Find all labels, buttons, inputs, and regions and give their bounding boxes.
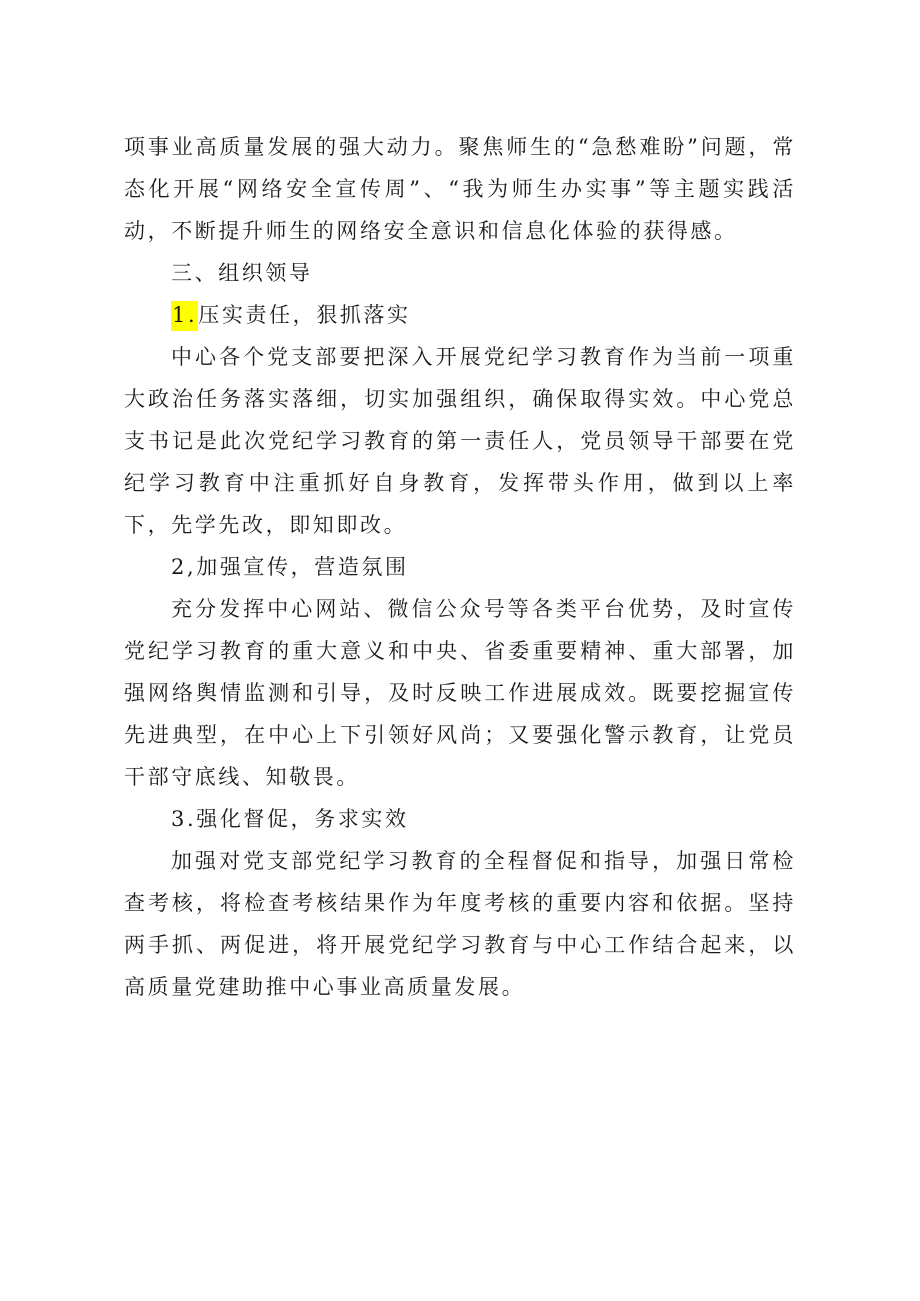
item1-body: 中心各个党支部要把深入开展党纪学习教育作为当前一项重大政治任务落实落细，切实加强组织，确保取得实效。中心党总支书记是此次党纪学习教育的第一责任人，党员领导干部要在党纪学习教育中注重抓好自身教育，发挥带头作用，做到以上率下，先学先改，即知即改。 (124, 345, 796, 537)
section-heading-organization: 三、组织领导 (171, 261, 313, 285)
item2-heading: 2,加强宣传，营造氛围 (171, 555, 409, 579)
item3-body: 加强对党支部党纪学习教育的全程督促和指导，加强日常检查考核，将检查考核结果作为年度考核的重要内容和依据。坚持两手抓、两促进，将开展党纪学习教育与中心工作结合起来，以高质量党建助推中心事业高质量发展。 (124, 849, 796, 999)
document-body (124, 126, 796, 1008)
item1-heading (124, 294, 796, 336)
item1-title: 压实责任，狠抓落实 (198, 303, 411, 327)
intro-paragraph: 项事业高质量发展的强大动力。聚焦师生的“急愁难盼”问题，常态化开展“网络安全宣传周”、“我为师生办实事”等主题实践活动，不断提升师生的网络安全意识和信息化体验的获得感。 (124, 135, 796, 243)
item3-heading: 3.强化督促，务求实效 (171, 807, 409, 831)
item2-body: 充分发挥中心网站、微信公众号等各类平台优势，及时宣传党纪学习教育的重大意义和中央、省委重要精神、重大部署，加强网络舆情监测和引导，及时反映工作进展成效。既要挖掘宣传先进典型，在中心上下引领好风尚；又要强化警示教育，让党员干部守底线、知敬畏。 (124, 597, 796, 789)
highlighted-item-number: 1. (171, 301, 198, 331)
